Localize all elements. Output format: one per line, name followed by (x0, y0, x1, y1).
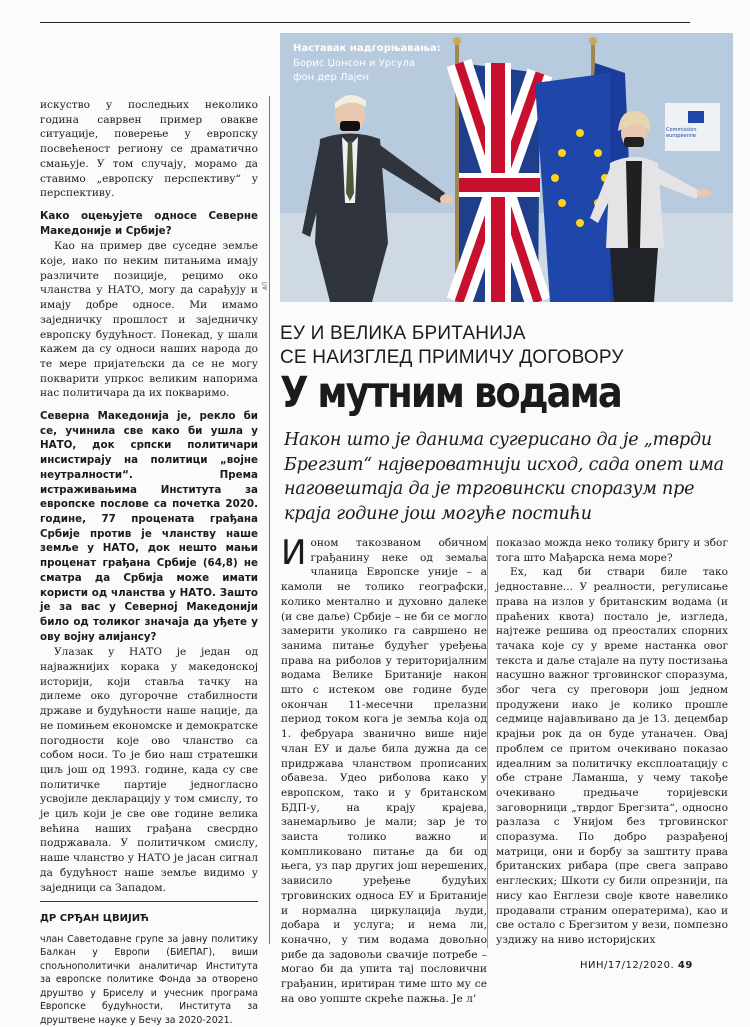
top-rule (40, 22, 690, 23)
article-text: оном такозваном обичном грађанину неке од земаља чланица Европске уније – а камоли не толико географски, колико ментално и духовно далеке (и све даље) Србије – не би се могло замерити уколико га савршено не занима питање будућег уређења права на риболов у територијалним водама Велике Британије након што с истеком ове године буде окончан 11-месечни прелазни период током кога је земља која од 1. фебруара званично више није члан ЕУ и даље била дужна да се придржава чланством прописаних обавеза. Удео риболова како у европском, тако и у британском БДП-у, на крају крајева, занемарљиво је мали; зар је то заиста толико важно и компликовано питање да би од њега, уз пар других још нерешених, зависило уређење будућих трговинских односа ЕУ и Британије и нормална циркулација људи, добара и услуга; и нема ли, коначно, у тим водама довољно рибе да задовољи свачије потребе – могао би да упита тај пословични грађанин, иритиран тиме што му се на ово уопште скреће пажња. Је л’ (281, 537, 487, 1005)
article-text: Ех, кад би ствари биле тако једноставне... У реалности, регулисање права на излов у британским водама (и праћених квота) постало је, изгледа, најтеже решива од преосталих спорних тачака које су у време настанка овог текста и даље стајале на путу постизања насушно важног трговинског споразума, због чега су преговори још једном продужени иако је колико прошле седмице најављивано да је 13. децембар крајњи рок да он буде утаначен. Овај проблем се притом очекивано показао идеалним за политичку експлоатацију с обе стране Ламанша, у чему такође очекивано предњаче торијевски заговорници „тврдог Брегзита“, односно разлаза с Унијом без трговинског споразума. По добро разрађеној матрици, они и борбу за заштиту права британских рибара (пре свега заправо енглеских; Шкоти су били опрезнији, па нису као Енглези своје квоте навелико продавали страним оператерима), као и све остало с Брегзитом у вези, помпезно уздижу на ниво историјских (496, 566, 728, 946)
page-footer (580, 960, 693, 971)
article-column-2 (496, 536, 728, 948)
article-deck: Након што је данима сугерисано да је „тврди Брегзит“ највероватнији исход, сада опет има наговештаја да је трговински споразум пре краја године још могуће постићи (284, 430, 724, 524)
column-separator (487, 536, 488, 948)
interview-answer: Као на пример две суседне земље које, иако по неким питањима имају различите позиције, рецимо око чланства у НАТО, могу да сарађују и имају добре односе. Ми имамо заједничку прошлост и заједничку европску будућност. Понекад, у шали кажем да су односи наших народа до те мере пријатељски да се не могу покварити упркос великим напорима нас политичара да их покваримо. (40, 240, 258, 400)
interview-column (40, 98, 258, 1027)
article-headline: У мутним водама (280, 368, 621, 418)
page-number: 49 (677, 960, 693, 971)
author-bio: члан Саветодавне групе за јавну политику Балкан у Европи (БИЕПАГ), виши спољнополитички аналитичар Института за европске политике Фонда за отворено друштво у Бриселу и учесник програма Европске будућности, Института за друштвене науке у Бечу за 2020-2021. (40, 933, 258, 1026)
interview-paragraph: искуство у последњих неколико година саврвен пример овакве ситуације, поверење у европску посвећеност региону се драматично смањује. У том случају, морамо да ставимо „европску перспективу“ у перспективу. (40, 99, 258, 200)
issue-label: НИН/17/12/2020. (580, 960, 675, 971)
commission-sign-text: Commission européenne (666, 127, 697, 139)
photo-credit: АП (262, 281, 269, 290)
column-divider (269, 96, 270, 944)
article-text: показао можда неко толику бригу и због тога што Мађарска нема море? (496, 537, 728, 564)
kicker-line: СЕ НАИЗГЛЕД ПРИМИЧУ ДОГОВОРУ (280, 347, 624, 368)
interview-question: Северна Македонија је, рекло би се, учинила све како би ушла у НАТО, док српски политичари инсистирају на политици „војне неутралности“. Према истраживањима Института за европске послове са почетка 2020. године, 77 процената грађана Србије против је чланству наше земље у НАТО, док нешто мањи проценат грађана Србије (64,8) не сматра да Србија може имати користи од чланства у НАТО. Зашто је за вас у Северној Македонији било од толиког значаја да уђете у ову војну алијансу? (40, 410, 258, 643)
interview-answer: Улазак у НАТО је један од најважнијих корака у македонској историји, који ставља тачку на дилеме око дугорочне стабилности државе и будућности наше нације, да не помињем економске и демократске погодности које ово чланство са собом носи. То је био наш стратешки циљ још од 1993. године, када су све политичке партије једногласно усвојиле декларацију у том смислу, то је циљ који је све ове године велика већина наших грађана свесрдно подржавала. У политичком смислу, наше чланство у НАТО је јасан сигнал да будућност наше земље видимо у заједници са Западом. (40, 646, 258, 894)
caption-line: фон дер Лајен (293, 72, 370, 83)
interview-question: Како оцењујете односе Северне Македоније и Србије? (40, 209, 258, 237)
author-name: ДР СРЂАН ЦВИЈИЋ (40, 913, 149, 925)
author-rule (40, 901, 258, 902)
article-column-1 (281, 533, 487, 1007)
caption-title: Наставак надгорњавања: (293, 43, 441, 54)
photo-caption (293, 42, 441, 86)
caption-line: Борис Џонсон и Урсула (293, 57, 416, 69)
article-photo (280, 33, 733, 302)
drop-cap: И (281, 533, 307, 573)
article-kicker (280, 322, 730, 370)
kicker-line: ЕУ И ВЕЛИКА БРИТАНИЈА (280, 323, 526, 344)
